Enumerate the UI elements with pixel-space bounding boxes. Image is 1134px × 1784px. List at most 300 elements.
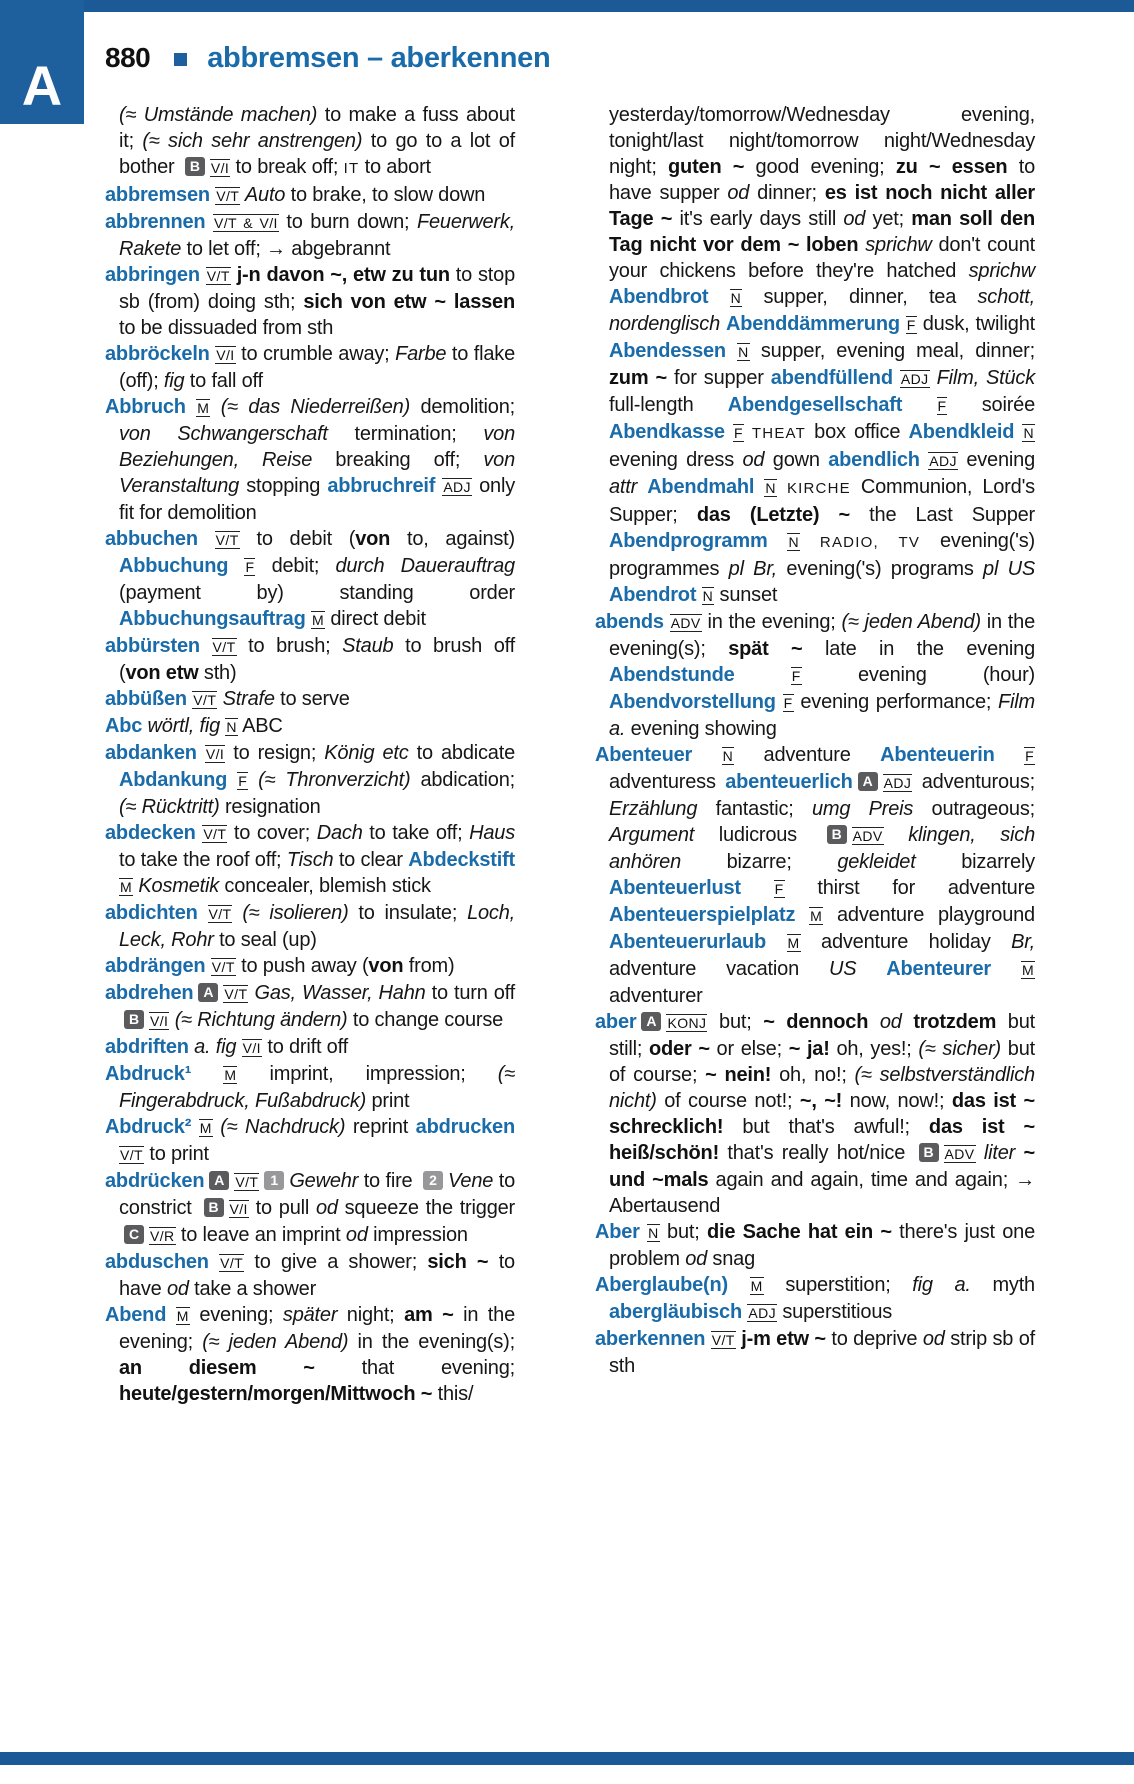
phrase-bold: zu ~ essen <box>895 156 1008 178</box>
text-run <box>856 958 886 980</box>
usage-label: von Beziehungen, Reise <box>119 423 515 471</box>
grammar-tag: V/T <box>208 906 232 922</box>
text-run: abdication; <box>410 769 515 791</box>
text-run: to have <box>119 1251 515 1300</box>
usage-label: (≈ Fingerabdruck, Fußabdruck) <box>119 1063 516 1112</box>
text-run: to seal (up) <box>213 929 317 951</box>
dictionary-entry <box>105 900 515 953</box>
usage-label: (≈ sicher) <box>918 1038 1002 1060</box>
text-run: to serve <box>274 688 350 710</box>
headword: abdanken <box>105 742 205 764</box>
usage-label: Argument <box>609 824 695 846</box>
grammar-tag: M <box>176 1308 189 1324</box>
headword: abdrücken <box>105 1170 205 1192</box>
headword: Abendbrot <box>609 286 730 308</box>
sense-letter-marker: A <box>641 1012 661 1031</box>
dictionary-entry <box>105 102 515 182</box>
grammar-tag: F <box>791 668 801 684</box>
usage-label: später <box>282 1304 338 1326</box>
text-run: again and again, time and again; → Abertausend <box>609 1169 1035 1217</box>
usage-label: gekleidet <box>837 851 916 873</box>
text-run: soirée <box>947 394 1035 416</box>
dictionary-entry <box>595 1272 1035 1326</box>
text-run: the Last Supper <box>850 504 1036 526</box>
headword: abbringen <box>105 264 206 286</box>
headword: aber <box>595 1011 637 1033</box>
usage-label: od <box>922 1328 945 1350</box>
grammar-tag: N <box>648 1225 659 1241</box>
text-run: to abort <box>359 156 431 178</box>
text-run: to take off; <box>362 822 470 844</box>
text-run: adventuress <box>609 771 726 793</box>
grammar-tag: F <box>1025 748 1035 764</box>
phrase-bold: sich von etw ~ lassen <box>303 291 515 313</box>
phrase-bold: ~ und ~mals <box>609 1142 1035 1191</box>
usage-label: von Veranstaltung <box>119 449 515 497</box>
text-run: box office <box>805 421 909 443</box>
text-run: adventure holiday <box>800 931 1012 953</box>
grammar-tag: M <box>120 879 133 895</box>
column-right <box>595 102 1035 1407</box>
grammar-tag: M <box>311 612 325 628</box>
text-run: but of course; <box>609 1038 1035 1086</box>
headword: Abendrot <box>609 584 702 606</box>
headword: abbrennen <box>105 211 214 233</box>
text-run: sth) <box>198 662 237 684</box>
grammar-tag: F <box>774 881 784 897</box>
headword: abdichten <box>105 902 208 924</box>
field-label: RADIO, TV <box>799 534 921 551</box>
text-run: print <box>366 1090 410 1112</box>
usage-label: od <box>843 208 866 230</box>
text-run: adventure playground <box>823 904 1035 926</box>
sense-number-marker: 2 <box>423 1171 443 1190</box>
grammar-tag: V/I <box>150 1013 169 1029</box>
text-run: to brake, to slow down <box>285 184 486 206</box>
headword: abenteuerlich <box>725 771 853 793</box>
text-run: to flake (off); <box>119 343 515 392</box>
text-run: to brush off ( <box>119 635 515 684</box>
grammar-tag: F <box>906 317 916 333</box>
grammar-tag: V/T <box>235 1174 259 1190</box>
text-run: only fit for demolition <box>119 475 515 524</box>
text-run: but still; <box>609 1011 1035 1060</box>
text-run: termination; <box>327 423 484 445</box>
dictionary-entry <box>105 1114 515 1168</box>
grammar-tag: V/T <box>203 826 227 842</box>
headword: abdrucken <box>415 1116 515 1138</box>
dictionary-entry <box>105 820 515 900</box>
text-run: to resign; <box>225 742 325 764</box>
dictionary-body <box>105 102 1040 1407</box>
usage-label: schott, nordenglisch <box>609 286 1036 335</box>
headword: Abdruck² <box>105 1116 199 1138</box>
grammar-tag: M <box>224 1067 237 1083</box>
headword: abdrängen <box>105 955 211 977</box>
usage-label: (≈ jeden Abend) <box>202 1331 349 1353</box>
headword: abendlich <box>828 449 929 471</box>
column-left <box>105 102 515 1407</box>
grammar-tag: V/I <box>205 746 225 762</box>
text-run: (payment by) standing order <box>119 582 515 604</box>
text-run: evening('s) programmes <box>609 530 1035 580</box>
phrase-bold: trotzdem <box>901 1011 997 1033</box>
phrase-bold: es ist noch nicht aller Tage ~ <box>609 182 1036 230</box>
text-run: in the evening; <box>119 1304 515 1353</box>
text-run: of course not!; <box>656 1090 800 1112</box>
usage-label: (≈ sich sehr anstrengen) <box>142 130 363 152</box>
usage-label: fig a. <box>912 1274 971 1296</box>
text-run: to turn off <box>425 982 515 1004</box>
phrase-bold: spät ~ <box>728 638 803 660</box>
grammar-tag: M <box>787 935 800 951</box>
text-run: evening performance; <box>793 691 999 713</box>
text-run: to abdicate <box>408 742 515 764</box>
usage-label: od <box>315 1197 338 1219</box>
headword: Abenteuer <box>595 744 722 766</box>
grammar-tag: V/T <box>193 692 217 708</box>
text-run: evening('s) programs <box>777 558 984 580</box>
grammar-tag: M <box>199 1120 212 1136</box>
text-run: impression <box>367 1224 468 1246</box>
text-run: good evening; <box>744 156 896 178</box>
text-run: yet; <box>865 208 912 230</box>
usage-label: Br, <box>1011 931 1035 953</box>
grammar-tag: V/I <box>216 347 235 363</box>
usage-label: od <box>345 1224 368 1246</box>
usage-label: pl US <box>983 558 1035 580</box>
text-run: adventure vacation <box>609 958 829 980</box>
headword: Aber <box>595 1221 648 1243</box>
usage-label: Staub <box>342 635 394 657</box>
dictionary-entry <box>595 1219 1035 1272</box>
headword: Abenteuerurlaub <box>609 931 787 953</box>
text-run: to print <box>143 1143 209 1165</box>
grammar-tag: V/T <box>215 532 239 548</box>
grammar-tag: ADV <box>670 615 701 631</box>
usage-label: (≈ Richtung ändern) <box>174 1009 348 1031</box>
headword: abbuchen <box>105 528 215 550</box>
text-run: oh, yes!; <box>829 1038 919 1060</box>
usage-label: (≈ Thronverzicht) <box>258 769 411 791</box>
phrase-bold: am ~ <box>404 1304 454 1326</box>
usage-label: od <box>727 182 750 204</box>
usage-label: sprichw <box>968 260 1035 282</box>
phrase-bold: von <box>368 955 404 977</box>
headword: Abdankung <box>119 769 238 791</box>
headword: abbürsten <box>105 635 212 657</box>
text-run: it's early days still <box>672 208 844 230</box>
field-label: THEAT <box>743 425 806 442</box>
phrase-bold: guten ~ <box>668 156 745 178</box>
headword: Abendkasse <box>609 421 734 443</box>
text-run: evening dress <box>609 449 743 471</box>
text-run: to let off; → abgebrannt <box>181 238 391 260</box>
text-run: adventurous; <box>912 771 1035 793</box>
grammar-tag: V/T <box>211 959 235 975</box>
usage-label: Loch, Leck, Rohr <box>119 902 515 951</box>
text-run: superstition; <box>763 1274 913 1296</box>
grammar-tag: ADJ <box>883 775 912 791</box>
usage-label: Vene <box>448 1170 494 1192</box>
phrase-bold: oder ~ <box>649 1038 710 1060</box>
dictionary-entry <box>105 262 515 341</box>
text-run: demolition; <box>410 396 515 418</box>
text-run: stopping <box>239 475 328 497</box>
usage-label: durch Dauerauftrag <box>335 555 515 577</box>
dictionary-entry <box>105 953 515 980</box>
sense-letter-marker: B <box>827 825 847 844</box>
text-run: to debit ( <box>239 528 356 550</box>
text-run: bizarre; <box>681 851 838 873</box>
usage-label: od <box>868 1011 902 1033</box>
usage-label: von Schwangerschaft <box>119 423 328 445</box>
grammar-tag: ADV <box>944 1146 975 1162</box>
headword: Abenteuerin <box>880 744 1025 766</box>
text-run: thirst for adventure <box>784 877 1035 899</box>
usage-label: fig <box>163 370 185 392</box>
phrase-bold: j-n davon ~, etw zu tun <box>230 264 450 286</box>
dictionary-entry <box>105 633 515 686</box>
text-run: evening (hour) <box>801 664 1035 686</box>
grammar-tag: V/T & V/I <box>214 215 278 231</box>
headword: Abendessen <box>609 340 738 362</box>
text-run: supper, dinner, tea <box>742 286 978 308</box>
usage-label: US <box>828 958 857 980</box>
usage-label: Feuerwerk, Rakete <box>119 211 515 260</box>
headword: Abendmahl <box>647 476 765 498</box>
text-run: fantastic; <box>697 798 812 820</box>
usage-label: od <box>742 449 765 471</box>
headword: Abenteuerlust <box>609 877 774 899</box>
usage-label: (≈ Rücktritt) <box>119 796 220 818</box>
text-run: that's really hot/nice <box>719 1142 914 1164</box>
text-run: this/ <box>432 1383 474 1405</box>
phrase-bold: zum ~ <box>609 367 667 389</box>
sense-letter-marker: B <box>919 1143 939 1162</box>
headword: abduschen <box>105 1251 220 1273</box>
usage-label: sprichw <box>858 234 932 256</box>
text-run: evening; <box>189 1304 283 1326</box>
grammar-tag: N <box>788 534 799 550</box>
phrase-bold: die Sache hat ein ~ <box>706 1221 892 1243</box>
bottom-accent-bar <box>0 1752 1134 1765</box>
phrase-bold: ~ nein! <box>705 1064 772 1086</box>
text-run: reprint <box>345 1116 416 1138</box>
headword: Abdeckstift <box>408 849 515 871</box>
usage-label: (≈ Umstände machen) <box>119 104 318 126</box>
phrase-bold: ~, ~! <box>799 1090 843 1112</box>
grammar-tag: V/R <box>150 1228 175 1244</box>
text-run: to make a fuss about it; <box>119 104 515 152</box>
text-run: concealer, blemish stick <box>219 875 431 897</box>
grammar-tag: N <box>1023 425 1034 441</box>
grammar-tag: M <box>750 1278 763 1294</box>
page-header <box>105 38 1074 78</box>
text-run: to pull <box>248 1197 316 1219</box>
grammar-tag: V/T <box>216 188 240 204</box>
usage-label: pl Br, <box>728 558 778 580</box>
text-run: to deprive <box>825 1328 923 1350</box>
text-run: there's just one problem <box>609 1221 1036 1270</box>
text-run: superstitious <box>777 1301 893 1323</box>
text-run: to cover; <box>227 822 317 844</box>
text-run: Communion, Lord's Supper; <box>609 476 1035 526</box>
dictionary-entry <box>105 526 515 633</box>
grammar-tag: V/I <box>210 160 230 176</box>
text-run: adventurer <box>609 985 703 1007</box>
headword: abendfüllend <box>770 367 900 389</box>
text-run: resignation <box>219 796 321 818</box>
text-run: to fire <box>358 1170 419 1192</box>
dictionary-entry <box>105 980 515 1034</box>
grammar-tag: N <box>738 344 749 360</box>
text-run: sunset <box>714 584 778 606</box>
text-run: to fall off <box>184 370 263 392</box>
grammar-tag: ADJ <box>929 453 957 469</box>
text-run: dusk, twilight <box>916 313 1035 335</box>
text-run: to go to a lot of bother <box>119 130 515 178</box>
text-run: don't count your chickens before they're hatched <box>609 234 1036 282</box>
sense-letter-marker: A <box>198 983 218 1002</box>
headword: abends <box>595 611 670 633</box>
headword: abergläubisch <box>609 1301 748 1323</box>
headword: Abbuchung <box>119 555 245 577</box>
text-run: take a shower <box>188 1278 317 1300</box>
dictionary-entry <box>595 742 1035 1009</box>
headword: Aberglaube(n) <box>595 1274 750 1296</box>
headword: aberkennen <box>595 1328 711 1350</box>
grammar-tag: ADJ <box>900 371 929 387</box>
text-run: in the evening(s); <box>609 611 1036 660</box>
headword: Abenddämmerung <box>725 313 906 335</box>
headword: Abendkleid <box>908 421 1023 443</box>
text-run: strip sb of sth <box>609 1328 1036 1377</box>
dictionary-entry <box>105 394 515 526</box>
text-run: supper, evening meal, dinner; <box>749 340 1035 362</box>
top-accent-bar <box>0 0 1134 12</box>
grammar-tag: F <box>783 695 793 711</box>
text-run: or else; <box>709 1038 789 1060</box>
text-run: evening showing <box>625 718 777 740</box>
phrase-bold: das ist ~ heiß/schön! <box>609 1116 1035 1164</box>
usage-label: Strafe <box>217 688 275 710</box>
sense-letter-marker: B <box>185 157 205 176</box>
text-run: to crumble away; <box>235 343 396 365</box>
usage-label: Film, Stück <box>929 367 1036 389</box>
text-run: to have supper <box>609 156 1036 204</box>
text-run: for supper <box>666 367 771 389</box>
grammar-tag: F <box>937 398 947 414</box>
text-run: to break off; <box>230 156 344 178</box>
text-run: to burn down; <box>278 211 417 233</box>
usage-label: (≈ selbstverständlich nicht) <box>609 1064 1035 1112</box>
grammar-tag: N <box>765 480 776 496</box>
usage-label: od <box>685 1248 708 1270</box>
phrase-bold: j-m etw ~ <box>735 1328 826 1350</box>
text-run: to stop sb (from) doing sth; <box>119 264 516 313</box>
grammar-tag: V/T <box>212 639 236 655</box>
headword: Abc <box>105 715 148 737</box>
headword: Abdruck¹ <box>105 1063 224 1085</box>
dictionary-entry <box>595 1326 1035 1379</box>
headword: abbröckeln <box>105 343 216 365</box>
usage-label: (≈ das Niederreißen) <box>220 396 411 418</box>
sense-letter-marker: B <box>124 1010 144 1029</box>
usage-label: Gas, Wasser, Hahn <box>248 982 426 1004</box>
text-run: gown <box>764 449 829 471</box>
usage-label: umg Preis <box>812 798 914 820</box>
grammar-tag: KONJ <box>667 1015 707 1031</box>
phrase-bold: das (Letzte) ~ <box>696 504 851 526</box>
guide-words: abbremsen – aberkennen <box>207 41 551 74</box>
page-number: 880 <box>105 42 151 73</box>
sense-letter-marker: C <box>124 1225 144 1244</box>
headword: Abend <box>105 1304 176 1326</box>
sense-number-marker: 1 <box>264 1171 284 1190</box>
dictionary-entry <box>105 1249 515 1302</box>
usage-label: Tisch <box>286 849 334 871</box>
dictionary-entry <box>595 1009 1035 1219</box>
usage-label: König etc <box>324 742 409 764</box>
text-run <box>637 476 647 498</box>
usage-label: Auto <box>240 184 286 206</box>
dictionary-entry <box>105 1168 515 1249</box>
text-run: but; <box>707 1011 764 1033</box>
usage-label: Film a. <box>609 691 1035 740</box>
dictionary-entry <box>105 209 515 262</box>
text-run: to take the roof off; <box>119 849 287 871</box>
phrase-bold: sich ~ <box>427 1251 489 1273</box>
headword: Abendgesellschaft <box>727 394 937 416</box>
phrase-bold: man soll den Tag nicht vor dem ~ loben <box>609 208 1035 256</box>
dictionary-entry <box>105 182 515 209</box>
grammar-tag: F <box>238 773 248 789</box>
text-run: ludicrous <box>694 824 822 846</box>
grammar-tag: N <box>702 588 714 604</box>
usage-label: attr <box>609 476 638 498</box>
text-run: dinner; <box>749 182 825 204</box>
usage-label: Kosmetik <box>133 875 220 897</box>
grammar-tag: M <box>1021 962 1034 978</box>
usage-label: od <box>166 1278 189 1300</box>
grammar-tag: V/T <box>224 986 248 1002</box>
text-run: to change course <box>347 1009 504 1031</box>
text-run: night; <box>337 1304 405 1326</box>
phrase-bold: von etw <box>125 662 199 684</box>
grammar-tag: V/T <box>220 1255 244 1271</box>
text-run: snag <box>707 1248 756 1270</box>
usage-label: liter <box>975 1142 1016 1164</box>
headword: Abenteurer <box>886 958 1021 980</box>
phrase-bold: das ist ~ schrecklich! <box>609 1090 1036 1138</box>
text-run: now, now!; <box>842 1090 952 1112</box>
text-run: late in the evening <box>802 638 1035 660</box>
bullet-separator-icon <box>174 53 187 66</box>
sense-letter-marker: A <box>858 772 878 791</box>
headword: Abbuchungsauftrag <box>119 608 311 630</box>
alphabet-thumb-tab <box>0 0 84 124</box>
text-run: evening <box>957 449 1035 471</box>
grammar-tag: ADJ <box>748 1305 777 1321</box>
text-run: myth <box>970 1274 1035 1296</box>
text-run <box>232 902 242 924</box>
grammar-tag: F <box>245 559 255 575</box>
grammar-tag: N <box>722 748 734 764</box>
text-run: to clear <box>333 849 409 871</box>
dictionary-entry <box>105 1061 515 1114</box>
text-run: in the evening(s); <box>348 1331 516 1353</box>
